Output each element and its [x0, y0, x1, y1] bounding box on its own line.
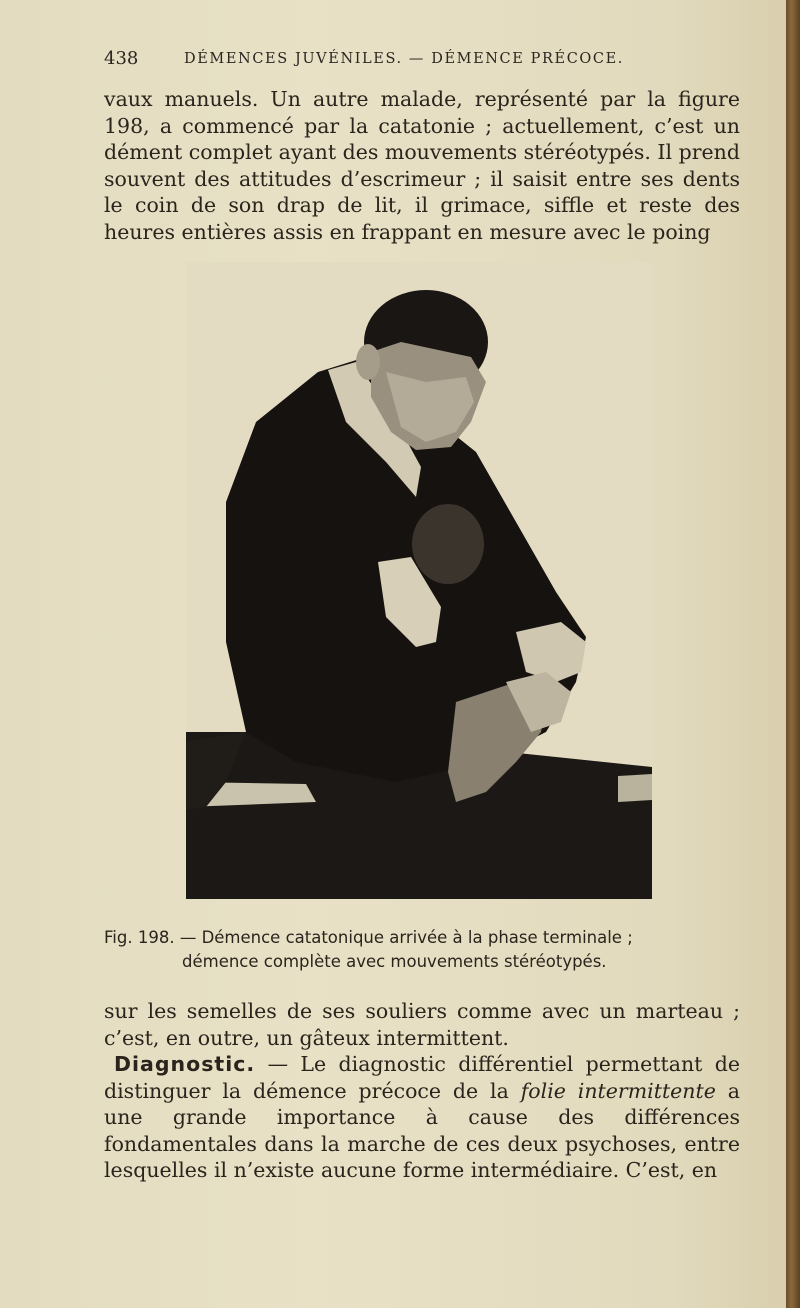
paragraph: sur les semelles de ses souliers comme avec un marteau ; c’est, en outre, un gâteux intermittent.	[104, 999, 740, 1050]
paragraph: vaux manuels. Un autre malade, représenté par la figure 198, a commencé par la catatonie ; actuellement, c’est un dément complet ayant des mouvements stéréotypés. Il prend souvent des attitudes d’escrimeur ; il saisit entre ses dents le coin de son drap de lit, il grimace, siffle et reste des heures entières assis en frappant en mesure avec le poing	[104, 87, 740, 244]
italic-term: folie intermittente	[520, 1078, 716, 1103]
figure-photograph	[186, 262, 652, 899]
section-heading: Diagnostic.	[114, 1052, 256, 1076]
paragraph-text: — Le diagnostic différentiel permettant de distinguer la démence précoce de la	[104, 1052, 740, 1103]
diagnostic-paragraph	[104, 1051, 740, 1184]
figure-caption	[104, 926, 764, 974]
book-spine-edge	[786, 0, 800, 1308]
page-number: 438	[104, 48, 139, 69]
page-header	[104, 48, 744, 74]
paragraph-text: a une grande importance à cause des différences fondamentales dans la marche de ces deux psychoses, entre lesquelles il n’existe aucune forme intermédiaire. C’est, en	[104, 1078, 740, 1182]
running-title: DÉMENCES JUVÉNILES. — DÉMENCE PRÉCOCE.	[184, 51, 624, 67]
patient-photo	[186, 262, 652, 899]
body-text-top	[104, 86, 740, 245]
caption-line-1: Fig. 198. — Démence catatonique arrivée à la phase terminale ;	[104, 928, 633, 947]
caption-line-2: démence complète avec mouvements stéréotypés.	[182, 952, 607, 971]
body-text-bottom	[104, 998, 740, 1184]
